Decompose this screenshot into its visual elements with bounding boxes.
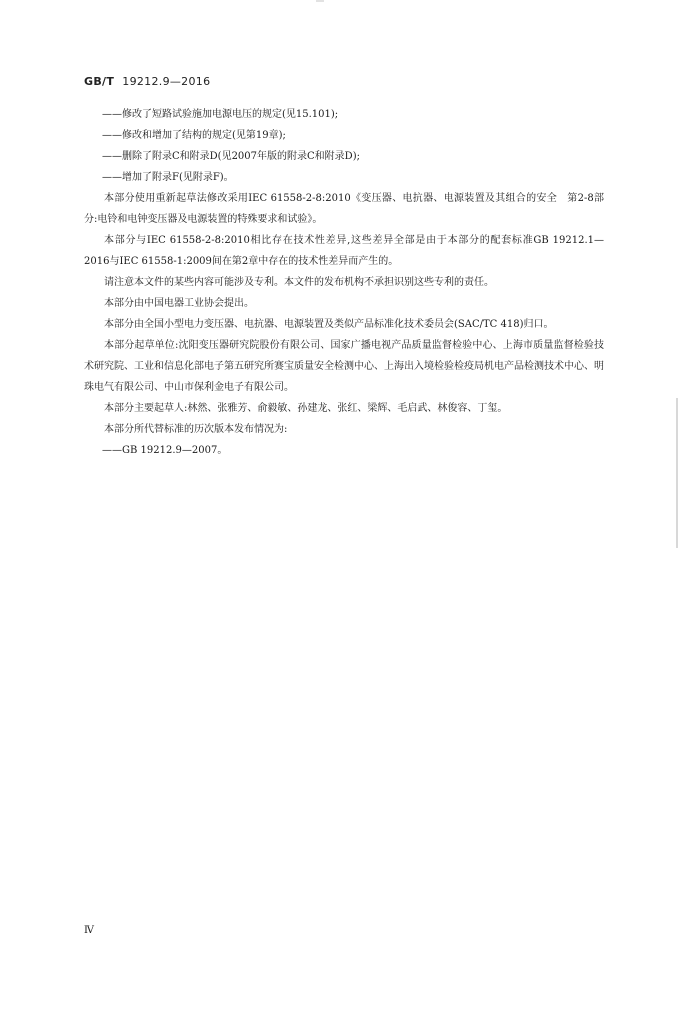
- standard-code: GB/T: [84, 75, 115, 88]
- patent-notice: 请注意本文件的某些内容可能涉及专利。本文件的发布机构不承担识别这些专利的责任。: [104, 277, 494, 288]
- standard-number: 19212.9—2016: [122, 75, 211, 88]
- committee-paragraph: 本部分由全国小型电力变压器、电抗器、电源装置及类似产品标准化技术委员会(SAC/TC 418)归口。: [104, 319, 554, 330]
- proposer-paragraph: 本部分由中国电器工业协会提出。: [104, 298, 254, 309]
- technical-differences-paragraph: 本部分与IEC 61558-2-8:2010相比存在技术性差异,这些差异全部是由于本部分的配套标准GB 19212.1—2016与IEC 61558-1:2009间在第2章中存在的技术性差异而产生的。: [84, 235, 604, 267]
- foreword-body: [84, 104, 604, 461]
- history-intro: 本部分所代替标准的历次版本发布情况为:: [104, 424, 288, 435]
- scan-edge-mark: [676, 398, 678, 548]
- scan-mark: [316, 0, 324, 2]
- history-item: ——GB 19212.9—2007。: [102, 445, 228, 456]
- change-item: ——删除了附录C和附录D(见2007年版的附录C和附录D);: [102, 151, 360, 162]
- drafting-units-paragraph: 本部分起草单位:沈阳变压器研究院股份有限公司、国家广播电视产品质量监督检验中心、上海市质量监督检验技术研究院、工业和信息化部电子第五研究所赛宝质量安全检测中心、上海出入境检验检疫局机电产品检测技术中心、明珠电气有限公司、中山市保利金电子有限公司。: [84, 340, 604, 393]
- change-item: ——修改和增加了结构的规定(见第19章);: [102, 130, 286, 141]
- change-item: ——修改了短路试验施加电源电压的规定(见15.101);: [102, 109, 339, 120]
- page-number: Ⅳ: [84, 925, 94, 936]
- change-item: ——增加了附录F(见附录F)。: [102, 172, 234, 183]
- standard-header: [84, 75, 210, 88]
- adoption-paragraph: 本部分使用重新起草法修改采用IEC 61558-2-8:2010《变压器、电抗器、电源装置及其组合的安全 第2-8部分:电铃和电钟变压器及电源装置的特殊要求和试验》。: [84, 193, 604, 225]
- drafters-paragraph: 本部分主要起草人:林然、张雅芳、俞毅敏、孙建龙、张红、梁辉、毛启武、林俊容、丁玺。: [104, 403, 508, 414]
